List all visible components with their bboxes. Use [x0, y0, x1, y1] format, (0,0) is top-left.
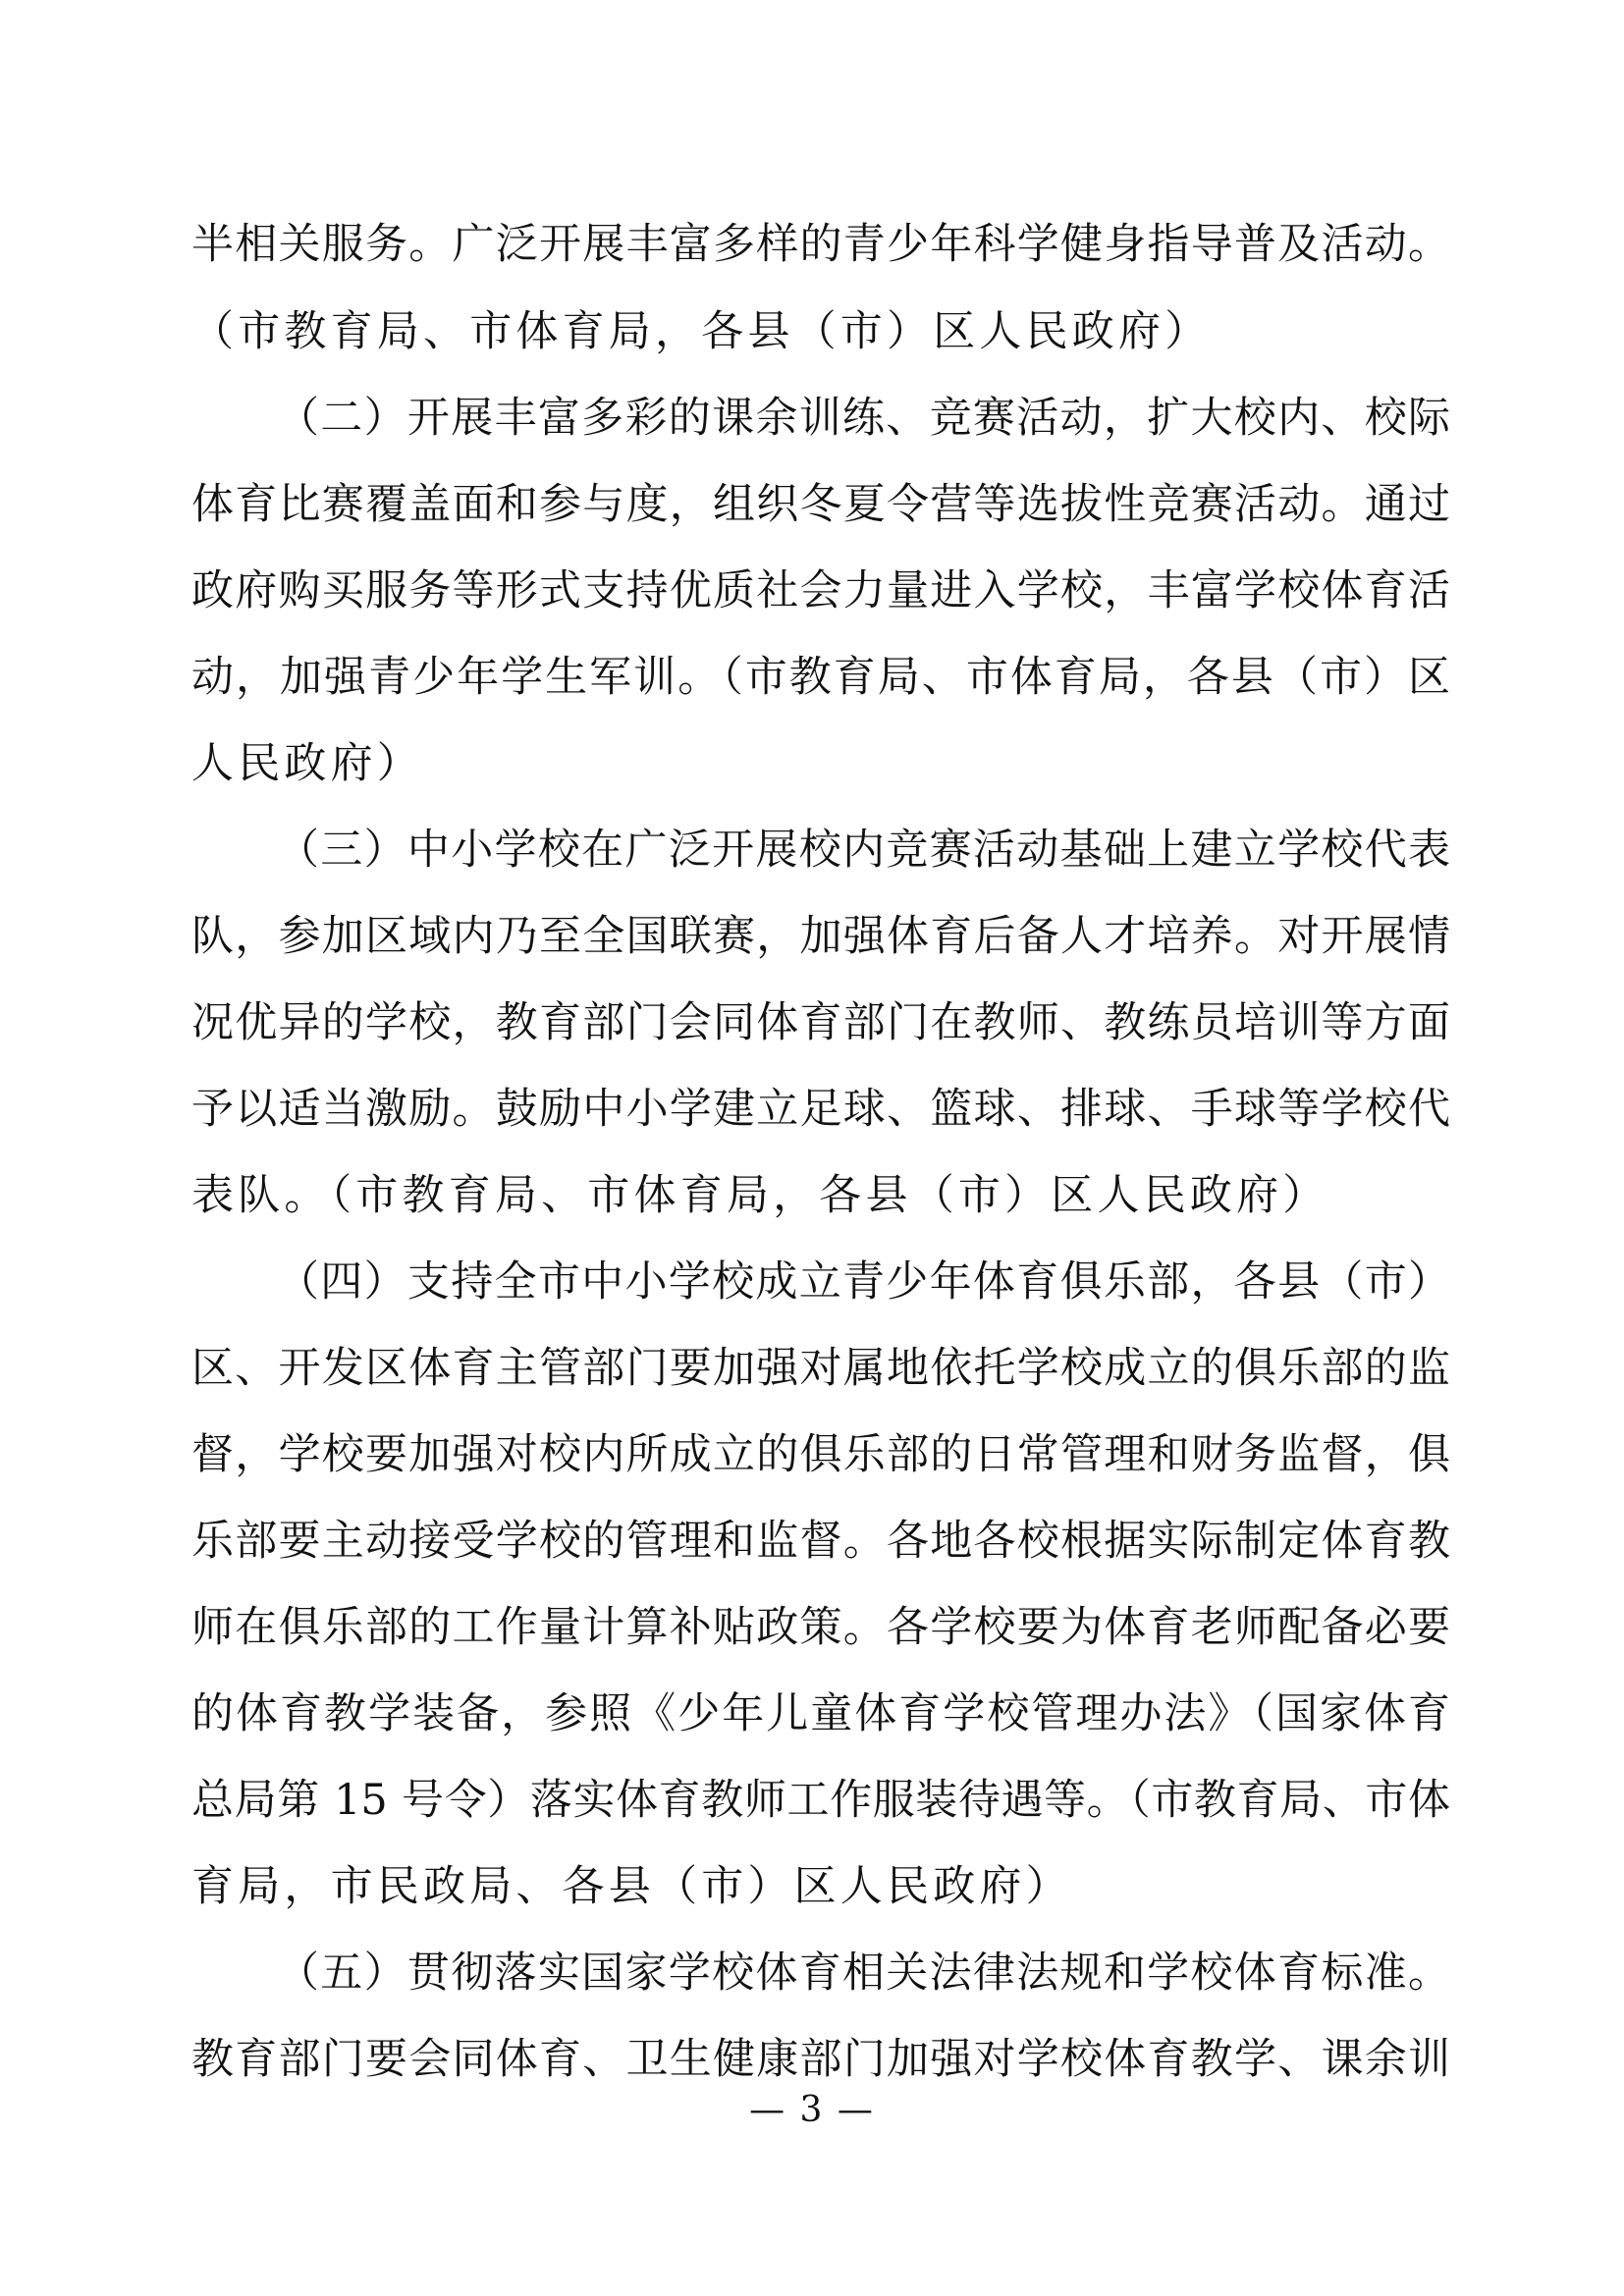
text-line-19: 总局第 15 号令）落实体育教师工作服装待遇等。（市教育局、市体	[191, 1776, 1450, 1825]
paragraph-2-start: （二）开展丰富多彩的课余训练、竞赛活动，扩大校内、校际	[277, 394, 1450, 443]
text-line-7: 人民政府）	[191, 739, 423, 788]
text-line-16: 乐部要主动接受学校的管理和监督。各地各校根据实际制定体育教	[191, 1517, 1450, 1566]
text-line-4: 体育比赛覆盖面和参与度，组织冬夏令营等选拔性竞赛活动。通过	[191, 480, 1450, 529]
text-line-11: 予以适当激励。鼓励中小学建立足球、篮球、排球、手球等学校代	[191, 1085, 1450, 1134]
page-number: — 3 —	[749, 2090, 875, 2130]
text-line-10: 况优异的学校，教育部门会同体育部门在教师、教练员培训等方面	[191, 998, 1450, 1047]
text-line-2: （市教育局、市体育局，各县（市）区人民政府）	[191, 307, 1212, 356]
text-line-5: 政府购买服务等形式支持优质社会力量进入学校，丰富学校体育活	[191, 566, 1450, 615]
text-line-12: 表队。（市教育局、市体育局，各县（市）区人民政府）	[191, 1171, 1329, 1220]
text-line-20: 育局，市民政局、各县（市）区人民政府）	[191, 1862, 1072, 1911]
text-line-1: 半相关服务。广泛开展丰富多样的青少年科学健身指导普及活动。	[191, 220, 1450, 269]
text-line-18: 的体育教学装备，参照《少年儿童体育学校管理办法》（国家体育	[191, 1689, 1450, 1738]
text-line-15: 督，学校要加强对校内所成立的俱乐部的日常管理和财务监督，俱	[191, 1430, 1450, 1479]
paragraph-5-start: （五）贯彻落实国家学校体育相关法律法规和学校体育标准。	[277, 1949, 1450, 1998]
paragraph-4-start: （四）支持全市中小学校成立青少年体育俱乐部，各县（市）	[277, 1257, 1450, 1307]
text-line-9: 队，参加区域内乃至全国联赛，加强体育后备人才培养。对开展情	[191, 912, 1450, 961]
text-line-22: 教育部门要会同体育、卫生健康部门加强对学校体育教学、课余训	[191, 2035, 1450, 2084]
text-line-6: 动，加强青少年学生军训。（市教育局、市体育局，各县（市）区	[191, 653, 1450, 702]
text-line-17: 师在俱乐部的工作量计算补贴政策。各学校要为体育老师配备必要	[191, 1603, 1450, 1652]
text-line-14: 区、开发区体育主管部门要加强对属地依托学校成立的俱乐部的监	[191, 1344, 1450, 1393]
paragraph-3-start: （三）中小学校在广泛开展校内竞赛活动基础上建立学校代表	[277, 826, 1450, 875]
